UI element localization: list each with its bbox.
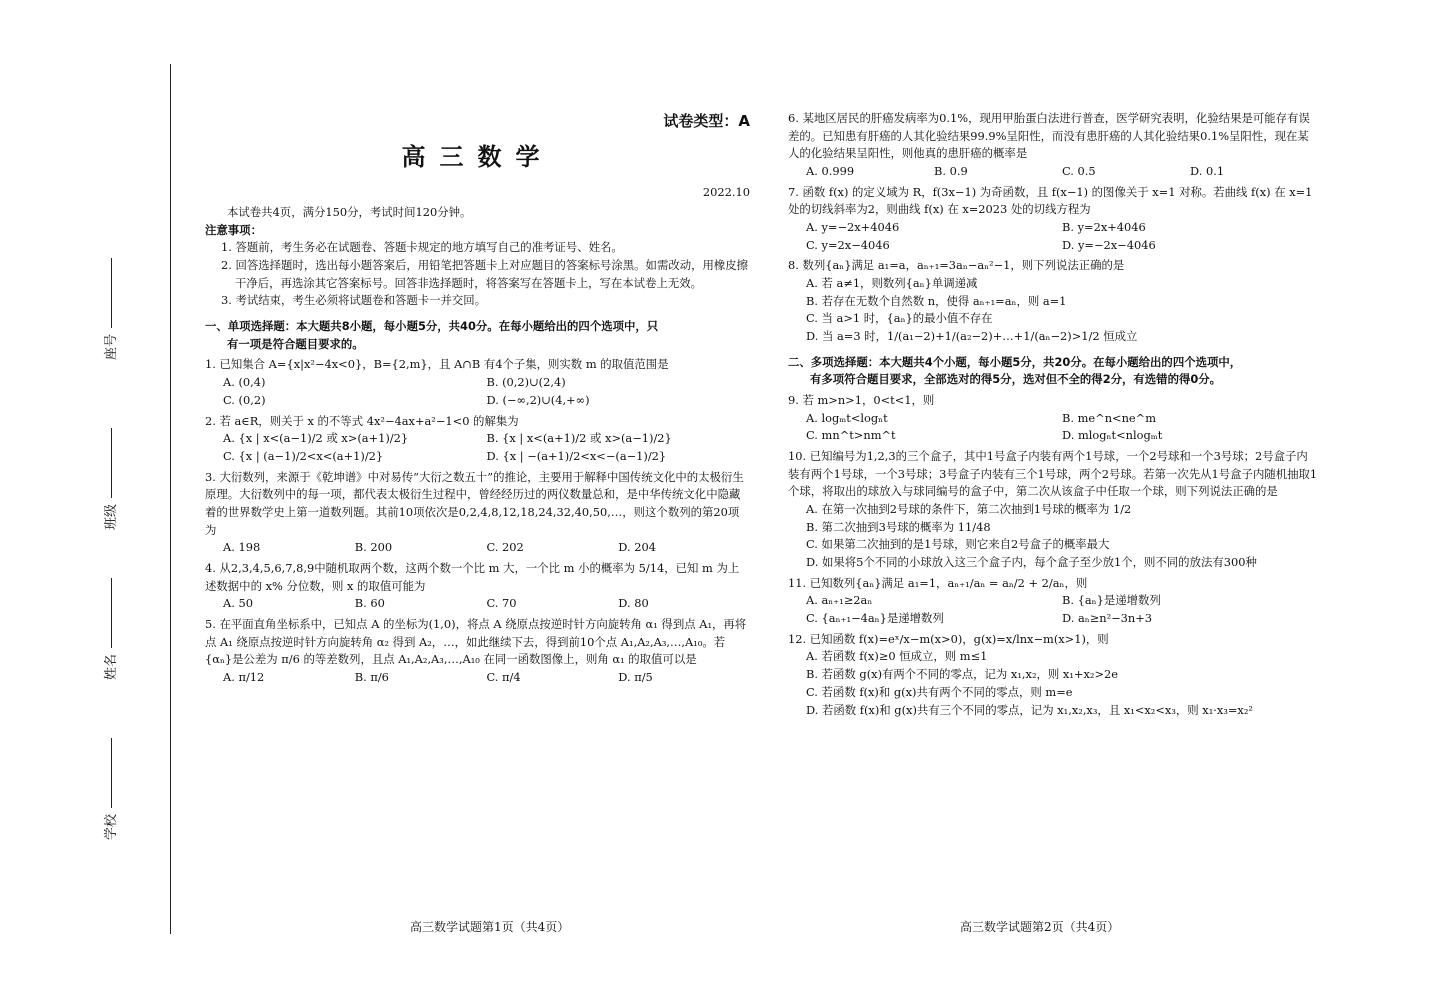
question-7 [788,184,1318,255]
question-stem: 3. 大衍数列，来源于《乾坤谱》中对易传“大衍之数五十”的推论，主要用于解释中国传统文化中的太极衍生原理。大衍数列中的每一项，都代表太极衍生过程中，曾经经历过的两仪数量总和，是中华传统文化中隐藏着的世界数学史上第一道数列题。其前10项依次是0,2,4,8,12,18,24,32,40,50,…，则这个数列的第20项为 [205,469,744,537]
question-stem: 7. 函数 f(x) 的定义域为 R，f(3x−1) 为奇函数，且 f(x−1) 的图像关于 x=1 对称。若曲线 f(x) 在 x=1 处的切线斜率为2，则曲线 f(x) 在 x=2023 处的切线方程为 [788,184,1313,217]
option-b: B. 0.9 [934,164,968,179]
question-2 [205,413,750,466]
option-c: C. 若函数 f(x)和 g(x)共有两个不同的零点，则 m=e [806,684,1073,699]
page-title: 高三数学 [401,143,554,172]
page-footer-left: 高三数学试题第1页（共4页） [410,920,570,934]
option-b: B. {aₙ}是递增数列 [1062,593,1161,608]
option-a: A. 若 a≠1，则数列{aₙ}单调递减 [806,276,978,291]
option-d: D. y=−2x−4046 [1062,237,1156,252]
question-stem: 6. 某地区居民的肝癌发病率为0.1%，现用甲胎蛋白法进行普查，医学研究表明，化验结果是可能存有误差的。已知患有肝癌的人其化验结果99.9%呈阳性，而没有患肝癌的人其化验结果0.1%呈阳性，现在某人的化验结果呈阳性，则他真的患肝癌的概率是 [788,111,1310,161]
option-a: A. {x | x<(a−1)/2 或 x>(a+1)/2} [223,431,409,446]
question-stem: 10. 已知编号为1,2,3的三个盒子，其中1号盒子内装有两个1号球，一个2号球和一个3号球；2号盒子内装有两个1号球，一个3号球；3号盒子内装有三个1号球，两个2号球。若第一次先从1号盒子内随机抽取1个球，将取出的球放入与球同编号的盒子中，第二次从该盒子中任取一个球，则下列说法正确的是 [788,449,1318,499]
question-4 [205,560,750,613]
option-a: A. 若函数 f(x)≥0 恒成立，则 m≤1 [806,649,988,664]
option-a: A. aₙ₊₁≥2aₙ [806,593,873,608]
question-11 [788,575,1318,628]
notice-item: 2. 回答选择题时，选出每小题答案后，用铅笔把答题卡上对应题目的答案标号涂黑。如需改动，用橡皮擦干净后，再选涂其它答案标号。回答非选择题时，将答案写在答题卡上，写在本试卷上无效。 [221,258,749,290]
question-12 [788,631,1318,719]
question-stem: 5. 在平面直角坐标系中，已知点 A 的坐标为(1,0)，将点 A 绕原点按逆时针方向旋转角 α₁ 得到点 A₁，再将点 A₁ 绕原点按逆时针方向旋转角 α₂ 得到 A₂，…，如此继续下去，得到前10个点 A₁,A₂,A₃,…,A₁₀。若{αₙ}是公差为 π/6 的等差数列，且点 A₁,A₂,A₃,…,A₁₀ 在同一函数图像上，则角 α₁ 的取值可以是 [205,616,747,667]
seat-field: 座号 [100,258,119,360]
question-6 [788,110,1318,181]
option-c: C. {aₙ₊₁−4aₙ}是递增数列 [806,611,944,626]
page-footer-right: 高三数学试题第2页（共4页） [960,920,1120,934]
option-c: C. 70 [486,596,517,611]
intro: 本试卷共4页，满分150分，考试时间120分钟。 [227,205,472,220]
question-stem: 1. 已知集合 A={x|x²−4x<0}，B={2,m}，且 A∩B 有4个子集，则实数 m 的取值范围是 [205,357,669,372]
question-8 [788,257,1318,345]
question-stem: 12. 已知函数 f(x)=eˣ/x−m(x>0)，g(x)=x/lnx−m(x>1)，则 [788,631,1109,646]
question-9 [788,392,1318,445]
option-b: B. y=2x+4046 [1062,220,1146,235]
option-d: D. {x | −(a+1)/2<x<−(a−1)/2} [486,448,667,463]
name-field: 姓名 [100,578,119,680]
option-d: D. 当 a=3 时，1/(a₁−2)+1/(a₂−2)+…+1/(aₙ−2)>1/2 恒成立 [806,329,1138,344]
section-2-heading: 二、多项选择题：本大题共4个小题，每小题5分，共20分。在每小题给出的四个选项中， 有多项符合题目要求，全部选对的得5分，选对但不全的得2分，有选错的得0分。 [788,354,1242,387]
option-b: B. π/6 [354,669,389,684]
question-stem: 2. 若 a∈R，则关于 x 的不等式 4x²−4ax+a²−1<0 的解集为 [205,413,519,428]
question-5 [205,616,750,687]
question-stem: 11. 已知数列{aₙ}满足 a₁=1，aₙ₊₁/aₙ = aₙ/2 + 2/aₙ，则 [788,575,1088,590]
option-b: B. 若存在无数个自然数 n，使得 aₙ₊₁=aₙ，则 a=1 [806,293,1067,308]
option-d: D. 204 [618,540,656,555]
option-b: B. 60 [354,596,385,611]
option-c: C. 0.5 [1062,164,1096,179]
option-c: C. 202 [486,540,524,555]
option-c: C. (0,2) [223,392,266,407]
option-a: A. π/12 [223,669,265,684]
option-b: B. 200 [354,540,393,555]
option-c: C. mn^t>nm^t [806,428,896,443]
question-stem: 4. 从2,3,4,5,6,7,8,9中随机取两个数，这两个数一个比 m 大，一个比 m 小的概率为 5/14，已知 m 为上述数据中的 x% 分位数，则 x 的取值可能为 [205,560,740,593]
option-d: D. 80 [618,596,649,611]
option-d: D. 0.1 [1190,164,1225,179]
option-b: B. 若函数 g(x)有两个不同的零点，记为 x₁,x₂，则 x₁+x₂>2e [806,667,1118,682]
option-c: C. π/4 [486,669,521,684]
question-3 [205,469,750,557]
option-a: A. 50 [223,596,253,611]
option-b: B. (0,2)∪(2,4) [486,375,566,390]
option-a: A. logₘt<logₙt [806,410,888,425]
option-a: A. 198 [223,540,261,555]
notice-item: 1. 答题前，考生务必在试题卷、答题卡规定的地方填写自己的准考证号、姓名。 [221,240,623,255]
option-c: C. 如果第二次抽到的是1号球，则它来自2号盒子的概率最大 [806,537,1110,552]
question-1 [205,356,750,409]
option-d: D. aₙ≥n²−3n+3 [1062,611,1153,626]
option-c: C. 当 a>1 时，{aₙ}的最小值不存在 [806,311,993,326]
notice-item: 3. 考试结束，考生必须将试题卷和答题卡一并交回。 [221,293,487,308]
section-1-heading: 一、单项选择题：本大题共8小题，每小题5分，共40分。在每小题给出的四个选项中，只 有一项是符合题目要求的。 [205,319,659,351]
left-column [205,110,750,687]
option-a: A. (0,4) [223,375,266,390]
notice-heading: 注意事项： [205,222,262,237]
question-10 [788,448,1318,572]
question-stem: 9. 若 m>n>1，0<t<1，则 [788,393,935,408]
school-field: 学校 [100,738,119,840]
option-a: A. y=−2x+4046 [806,220,900,235]
option-b: B. {x | x<(a+1)/2 或 x>(a−1)/2} [486,431,672,446]
option-b: B. 第二次抽到3号球的概率为 11/48 [806,519,991,534]
option-c: C. y=2x−4046 [806,237,890,252]
option-d: D. mlogₙt<nlogₘt [1062,428,1163,443]
exam-type: 试卷类型：A [663,112,750,130]
binding-line [170,64,171,934]
option-c: C. {x | (a−1)/2<x<(a+1)/2} [223,448,384,463]
option-a: A. 在第一次抽到2号球的条件下，第二次抽到1号球的概率为 1/2 [806,502,1132,517]
option-d: D. (−∞,2)∪(4,+∞) [486,392,590,407]
class-field: 班级 [100,428,119,530]
question-stem: 8. 数列{aₙ}满足 a₁=a，aₙ₊₁=3aₙ−aₙ²−1，则下列说法正确的是 [788,258,1125,273]
option-d: D. 若函数 f(x)和 g(x)共有三个不同的零点，记为 x₁,x₂,x₃，且 x₁<x₂<x₃，则 x₁·x₃=x₂² [806,702,1253,717]
option-d: D. π/5 [618,669,653,684]
option-b: B. me^n<ne^m [1062,410,1157,425]
exam-date: 2022.10 [702,185,750,200]
right-column [788,110,1318,719]
option-a: A. 0.999 [806,164,855,179]
option-d: D. 如果将5个不同的小球放入这三个盒子内，每个盒子至少放1个，则不同的放法有300种 [806,555,1257,570]
